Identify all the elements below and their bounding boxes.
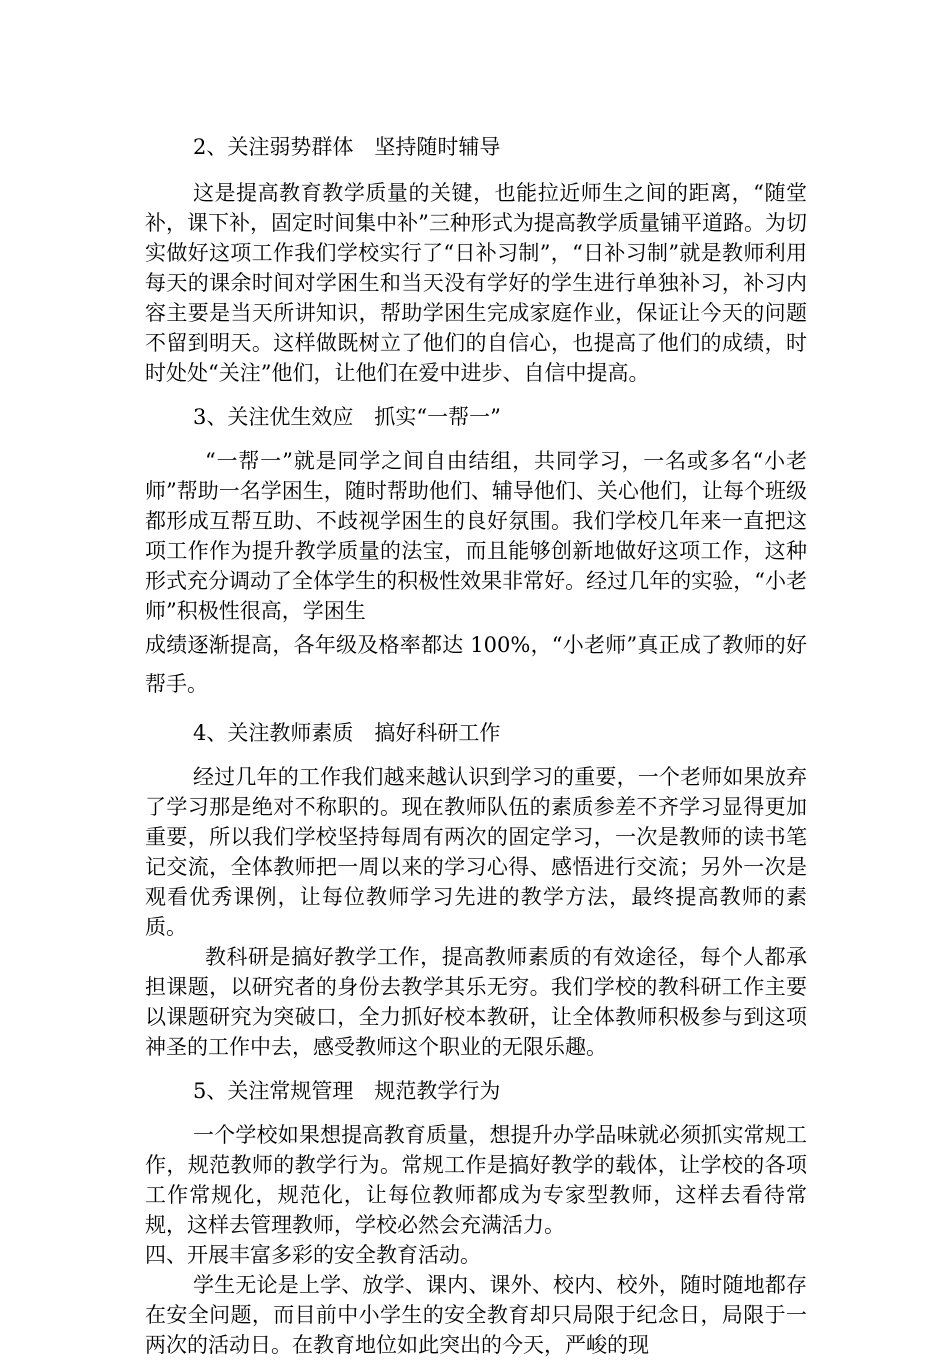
section-heading-5: 5、关注常规管理 规范教学行为: [193, 1079, 501, 1103]
document-page: [145, 132, 807, 1360]
safety-education-paragraph: 学生无论是上学、放学、课内、课外、校内、校外，随时随地都存在安全问题，而目前中小学生的安全教育却只局限于纪念日，局限于一两次的活动日。在教育地位如此突出的今天，严峻的现: [145, 1273, 807, 1357]
section-4-paragraph-2: 教科研是搞好教学工作，提高教师素质的有效途径，每个人都承担课题，以研究者的身份去教学其乐无穷。我们学校的教科研工作主要以课题研究为突破口，全力抓好校本教研，让全体教师积极参与到这项神圣的工作中去，感受教师这个职业的无限乐趣。: [145, 945, 807, 1059]
section-2-paragraph: 这是提高教育教学质量的关键，也能拉近师生之间的距离，“随堂补，课下补，固定时间集中补”三种形式为提高教学质量铺平道路。为切实做好这项工作我们学校实行了“日补习制”，“日补习制”就是教师利用每天的课余时间对学困生和当天没有学好的学生进行单独补习，补习内容主要是当天所讲知识，帮助学困生完成家庭作业，保证让今天的问题不留到明天。这样做既树立了他们的自信心，也提高了他们的成绩，时时处处“关注”他们，让他们在爱中进步、自信中提高。: [145, 181, 807, 385]
section-5-paragraph: 一个学校如果想提高教育质量，想提升办学品味就必须抓实常规工作，规范教师的教学行为。常规工作是搞好教学的载体，让学校的各项工作常规化，规范化，让每位教师都成为专家型教师，这样去看待常规，这样去管理教师，学校必然会充满活力。: [145, 1123, 807, 1237]
section-heading-2: 2、关注弱势群体 坚持随时辅导: [193, 135, 501, 159]
section-4-paragraph-1: 经过几年的工作我们越来越认识到学习的重要，一个老师如果放弃了学习那是绝对不称职的。现在教师队伍的素质参差不齐学习显得更加重要，所以我们学校坚持每周有两次的固定学习，一次是教师的读书笔记交流，全体教师把一周以来的学习心得、感悟进行交流；另外一次是观看优秀课例，让每位教师学习先进的教学方法，最终提高教师的素质。: [145, 765, 807, 939]
section-3-paragraph-continued: 成绩逐渐提高，各年级及格率都达 100%，“小老师”真正成了教师的好帮手。: [145, 633, 807, 696]
section-heading-4: 4、关注教师素质 搞好科研工作: [193, 721, 501, 745]
chapter-four-heading: 四、开展丰富多彩的安全教育活动。: [145, 1243, 481, 1267]
section-heading-3: 3、关注优生效应 抓实“一帮一”: [193, 405, 501, 429]
section-3-paragraph: “一帮一”就是同学之间自由结组，共同学习，一名或多名“小老师”帮助一名学困生，随时帮助他们、辅导他们、关心他们，让每个班级都形成互帮互助、不歧视学困生的良好氛围。我们学校几年来一直把这项工作作为提升教学质量的法宝，而且能够创新地做好这项工作，这种形式充分调动了全体学生的积极性效果非常好。经过几年的实验，“小老师”积极性很高，学困生: [145, 449, 807, 623]
